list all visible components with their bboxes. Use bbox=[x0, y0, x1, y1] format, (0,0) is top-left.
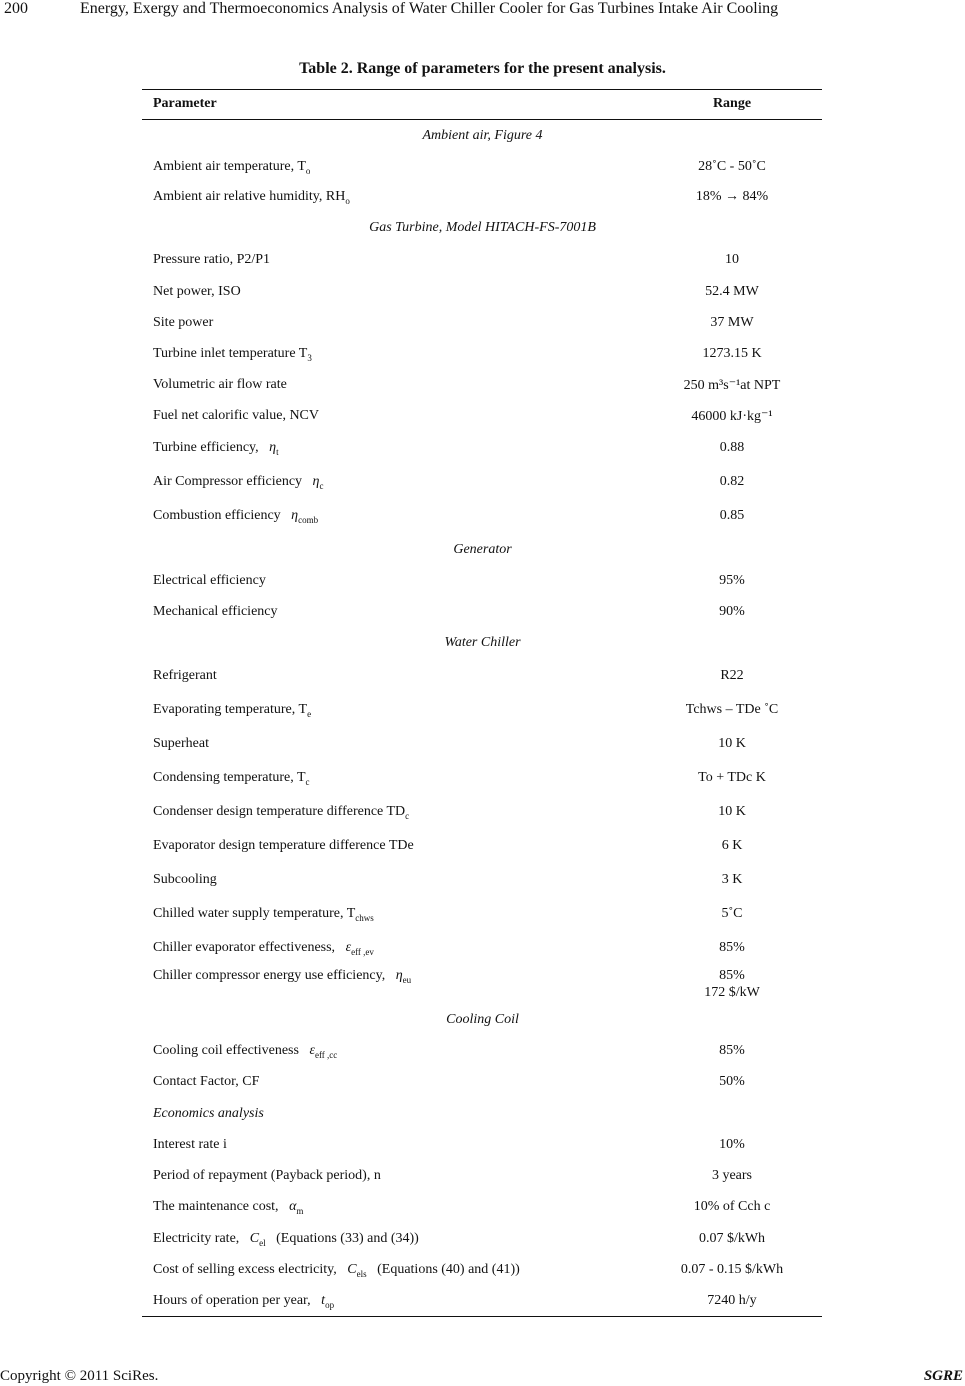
param-cell: Hours of operation per year, $t_{op}$ bbox=[153, 1293, 335, 1310]
param-cell: Turbine efficiency, $\eta_t$ bbox=[153, 440, 279, 457]
range-cell: 10% bbox=[719, 1137, 745, 1152]
range-cell: 85% bbox=[719, 1043, 745, 1058]
range-cell: 0.82 bbox=[719, 474, 745, 489]
range-cell: R22 bbox=[720, 668, 744, 683]
range-cell: Tchws – TDe ˚C bbox=[685, 702, 779, 717]
param-cell: Electricity rate, $C_{el}$ (Equations (33) and (34)) bbox=[153, 1231, 419, 1248]
range-cell: 3 years bbox=[711, 1168, 753, 1183]
range-cell: 46000 kJ·kg⁻¹ bbox=[691, 409, 773, 424]
param-cell: Condenser design temperature difference $TD_c$ bbox=[153, 804, 410, 821]
range-cell: 37 MW bbox=[710, 315, 754, 330]
running-title: Energy, Exergy and Thermoeconomics Analysis of Water Chiller Cooler for Gas Turbines Intake Air Cooling bbox=[80, 0, 779, 17]
range-cell: To + TDc K bbox=[698, 770, 766, 785]
range-cell: 85% bbox=[719, 940, 745, 955]
param-cell: Electrical efficiency bbox=[153, 573, 266, 588]
range-cell-secondary: 172 $/kW bbox=[704, 985, 760, 1000]
range-cell: 0.07 - 0.15 $/kWh bbox=[680, 1262, 784, 1277]
section-cooling-coil: Cooling Coil bbox=[446, 1012, 519, 1027]
range-cell: 52.4 MW bbox=[705, 284, 759, 299]
range-cell: 85% bbox=[719, 968, 745, 983]
range-cell: 6 K bbox=[721, 838, 743, 853]
param-cell: Fuel net calorific value, NCV bbox=[153, 408, 320, 423]
section-economics: Economics analysis bbox=[153, 1106, 264, 1121]
copyright-notice: Copyright © 2011 SciRes. bbox=[0, 1368, 159, 1384]
range-cell: 18% → 84% bbox=[695, 189, 769, 204]
param-cell: Ambient air temperature, $T_o$ bbox=[153, 159, 311, 176]
range-cell: 0.88 bbox=[719, 440, 745, 455]
param-cell: Combustion efficiency $\eta_{comb}$ bbox=[153, 508, 319, 525]
section-generator: Generator bbox=[453, 542, 512, 557]
param-cell: Air Compressor efficiency $\eta_c$ bbox=[153, 474, 324, 491]
param-cell: Cost of selling excess electricity, $C_{els}$ (Equations (40) and (41)) bbox=[153, 1262, 520, 1279]
param-cell: Contact Factor, CF bbox=[153, 1074, 260, 1089]
section-gas-turbine: Gas Turbine, Model HITACH-FS-7001B bbox=[369, 220, 596, 235]
param-cell: Evaporator design temperature difference TDe bbox=[153, 838, 414, 853]
section-water-chiller: Water Chiller bbox=[444, 635, 521, 650]
range-cell: 7240 h/y bbox=[707, 1293, 757, 1308]
range-cell: 1273.15 K bbox=[702, 346, 762, 361]
page-number: 200 bbox=[4, 0, 28, 17]
param-cell: The maintenance cost, $\alpha_m$ bbox=[153, 1199, 304, 1216]
param-cell: Chilled water supply temperature, $T_{chws}$ bbox=[153, 906, 374, 923]
range-cell: 3 K bbox=[721, 872, 743, 887]
param-cell: Chiller evaporator effectiveness, $\varepsilon_{eff ,ev}$ bbox=[153, 940, 374, 957]
param-cell: Net power, ISO bbox=[153, 284, 241, 299]
range-cell: 5˚C bbox=[721, 906, 743, 921]
param-cell: Pressure ratio, P2/P1 bbox=[153, 252, 271, 267]
param-cell: Refrigerant bbox=[153, 668, 217, 683]
table-header-rule bbox=[142, 119, 822, 120]
range-cell: 90% bbox=[719, 604, 745, 619]
param-cell: Evaporating temperature, $T_e$ bbox=[153, 702, 312, 719]
param-cell: Condensing temperature, $T_c$ bbox=[153, 770, 310, 787]
param-cell: Chiller compressor energy use efficiency, $\eta_{eu}$ bbox=[153, 968, 412, 985]
range-cell: 95% bbox=[719, 573, 745, 588]
table-top-rule bbox=[142, 89, 822, 90]
param-cell: Subcooling bbox=[153, 872, 217, 887]
param-cell: Site power bbox=[153, 315, 214, 330]
range-cell: 28˚C - 50˚C bbox=[698, 159, 766, 174]
range-cell: 10 K bbox=[718, 804, 746, 819]
column-header-parameter: Parameter bbox=[153, 96, 217, 111]
column-header-range: Range bbox=[712, 96, 752, 111]
param-cell: Cooling coil effectiveness $\varepsilon_{eff ,cc}$ bbox=[153, 1043, 338, 1060]
param-cell: Interest rate i bbox=[153, 1137, 227, 1152]
param-cell: Turbine inlet temperature $T_3$ bbox=[153, 346, 312, 363]
range-cell: 0.85 bbox=[719, 508, 745, 523]
range-cell: 10 bbox=[725, 252, 739, 267]
section-ambient-air: Ambient air, Figure 4 bbox=[422, 128, 543, 143]
param-cell: Superheat bbox=[153, 736, 209, 751]
param-cell: Mechanical efficiency bbox=[153, 604, 278, 619]
range-cell: 50% bbox=[719, 1074, 745, 1089]
range-cell: 10% of Cch c bbox=[693, 1199, 771, 1214]
range-cell: 250 m³s⁻¹at NPT bbox=[683, 378, 781, 393]
range-cell: 10 K bbox=[718, 736, 746, 751]
param-cell: Volumetric air flow rate bbox=[153, 377, 287, 392]
param-cell: Period of repayment (Payback period), n bbox=[153, 1168, 381, 1183]
journal-abbrev: SGRE bbox=[923, 1368, 963, 1384]
table-caption: Table 2. Range of parameters for the present analysis. bbox=[299, 60, 666, 77]
range-cell: 0.07 $/kWh bbox=[698, 1231, 766, 1246]
table-bottom-rule bbox=[142, 1316, 822, 1317]
param-cell: Ambient air relative humidity, $RH_o$ bbox=[153, 189, 350, 206]
